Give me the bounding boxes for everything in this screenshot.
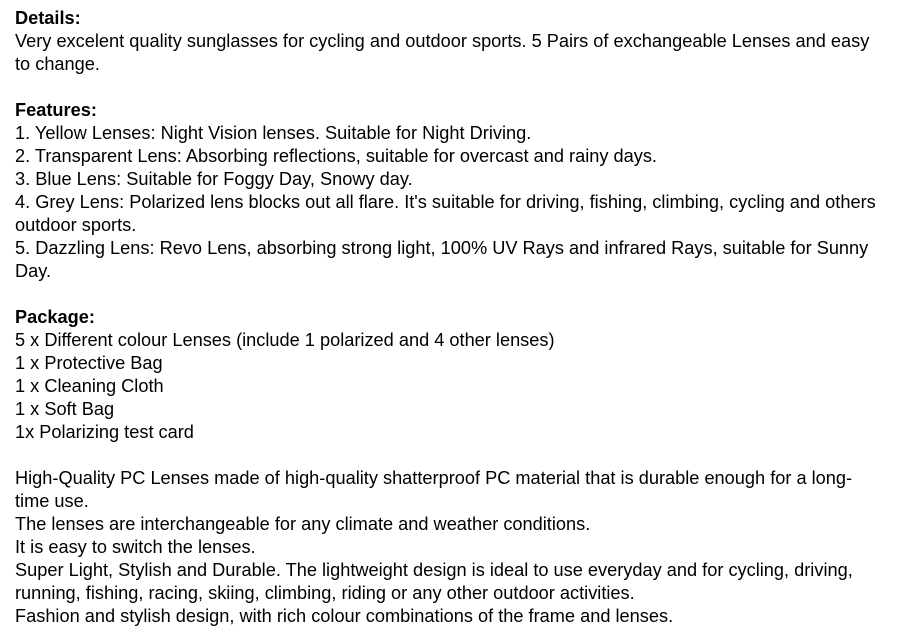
feature-item-dazzling-lens: 5. Dazzling Lens: Revo Lens, absorbing strong light, 100% UV Rays and infrared Rays, suitable for Sunny Day.: [15, 238, 869, 281]
package-item-soft-bag: 1 x Soft Bag: [15, 399, 115, 419]
details-text: Very excelent quality sunglasses for cycling and outdoor sports. 5 Pairs of exchangeable Lenses and easy to change.: [15, 31, 870, 74]
spacer: [15, 76, 885, 99]
product-description: [15, 7, 885, 628]
package-item-protective-bag: 1 x Protective Bag: [15, 353, 163, 373]
feature-item-yellow-lens: 1. Yellow Lenses: Night Vision lenses. Suitable for Night Driving.: [15, 123, 532, 143]
spacer: [15, 283, 885, 306]
details-heading: Details:: [15, 8, 81, 28]
note-pc-lenses: High-Quality PC Lenses made of high-quality shatterproof PC material that is durable enough for a long-time use.: [15, 468, 853, 511]
package-section: [15, 306, 885, 444]
note-lightweight: Super Light, Stylish and Durable. The lightweight design is ideal to use everyday and for cycling, driving, running, fishing, racing, skiing, climbing, riding or any other outdoor activities.: [15, 560, 853, 603]
feature-item-blue-lens: 3. Blue Lens: Suitable for Foggy Day, Snowy day.: [15, 169, 413, 189]
package-item-test-card: 1x Polarizing test card: [15, 422, 194, 442]
note-interchangeable: The lenses are interchangeable for any climate and weather conditions.: [15, 514, 591, 534]
details-section: [15, 7, 885, 76]
package-item-lenses: 5 x Different colour Lenses (include 1 polarized and 4 other lenses): [15, 330, 555, 350]
spacer: [15, 444, 885, 467]
note-fashion: Fashion and stylish design, with rich colour combinations of the frame and lenses.: [15, 606, 674, 626]
features-section: [15, 99, 885, 283]
package-item-cleaning-cloth: 1 x Cleaning Cloth: [15, 376, 164, 396]
note-easy-switch: It is easy to switch the lenses.: [15, 537, 256, 557]
feature-item-transparent-lens: 2. Transparent Lens: Absorbing reflections, suitable for overcast and rainy days.: [15, 146, 657, 166]
feature-item-grey-lens: 4. Grey Lens: Polarized lens blocks out all flare. It's suitable for driving, fishing, climbing, cycling and others outdoor sports.: [15, 192, 876, 235]
features-heading: Features:: [15, 100, 97, 120]
package-heading: Package:: [15, 307, 95, 327]
notes-section: [15, 467, 885, 628]
